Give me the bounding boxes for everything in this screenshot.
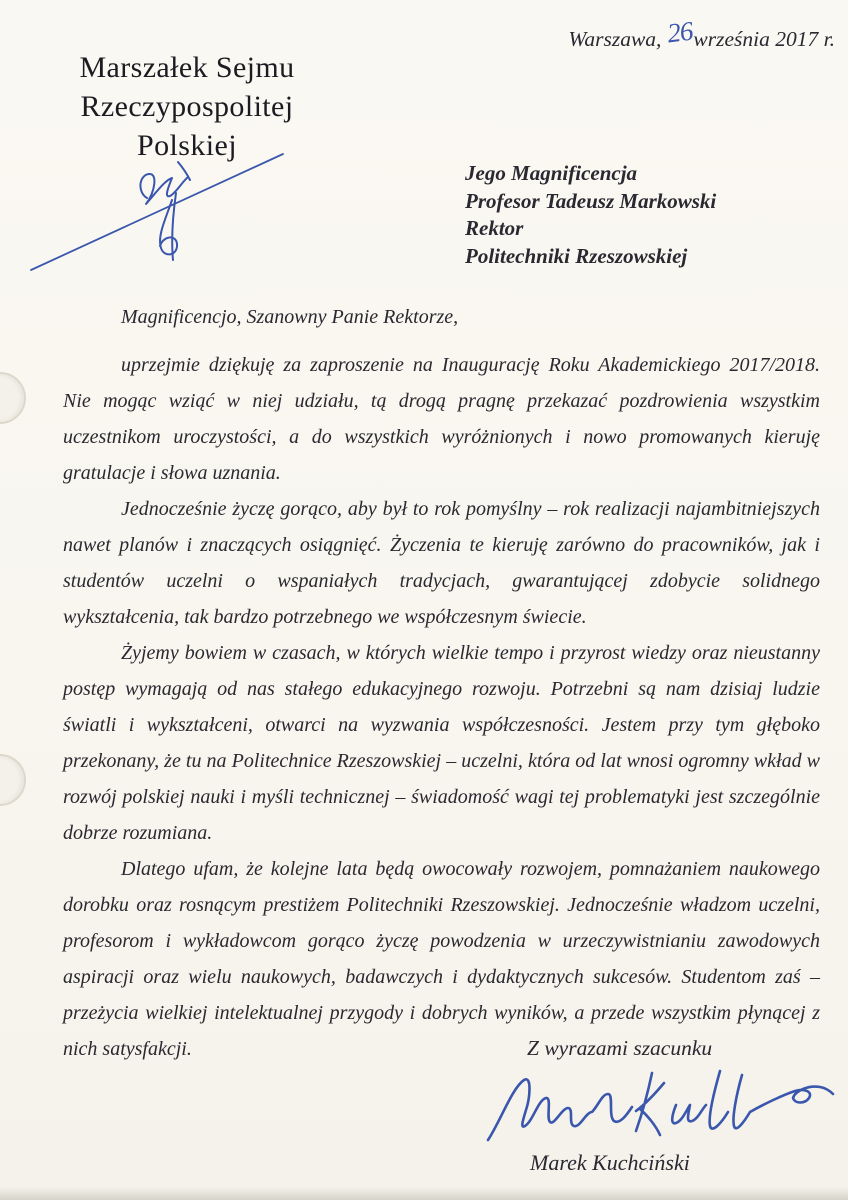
body-paragraph: uprzejmie dziękuję za zaproszenie na Inaugurację Roku Akademickiego 2017/2018. Nie mogąc wziąć w niej udziału, tą drogą pragnę przekazać pozdrowienia wszystkim uczestnikom uroczystości, a do wszystkich wyróżnionych i nowo promowanych kieruję gratulacje i słowa uznania. (63, 354, 820, 484)
letterhead-line2: Rzeczypospolitej Polskiej (80, 90, 294, 162)
scan-bottom-edge (0, 1187, 848, 1200)
body-paragraph: Jednocześnie życzę gorąco, aby był to rok pomyślny – rok realizacji najambitniejszych nawet planów i znaczących osiągnięć. Życzenia te kieruję zarówno do pracowników, jak i studentów uczelni o wspaniałych tradycjach, gwarantującej zdobycie solidnego wykształcenia, tak bardzo potrzebnego we współczesnym świecie. (63, 498, 820, 628)
paraph-ink-mark (25, 146, 305, 276)
hole-punch-mark (0, 372, 26, 424)
signer-name: Marek Kuchciński (530, 1150, 690, 1175)
body-paragraph: Żyjemy bowiem w czasach, w których wielkie tempo i przyrost wiedzy oraz nieustanny postęp wymagają od nas stałego edukacyjnego rozwoju. Potrzebni są nam dzisiaj ludzie światli i wykształceni, otwarci na wyzwania współczesności. Jestem przy tym głęboko przekonany, że tu na Politechnice Rzeszowskiej – uczelni, która od lat wnosi ogromny wkład w rozwój polskiej nauki i myśli technicznej – świadomość wagi tej problematyki jest szczególnie dobrze rozumiana. (63, 642, 820, 844)
body-paragraph: Dlatego ufam, że kolejne lata będą owocowały rozwojem, pomnażaniem naukowego dorobku oraz rosnącym prestiżem Politechniki Rzeszowskiej. Jednocześnie władzom uczelni, profesorom i wykładowcom gorąco życzę powodzenia w urzeczywistnianiu zawodowych aspiracji oraz wielu naukowych, badawczych i dydaktycznych sukcesów. Studentom zaś – przeżycia wielkiej intelektualnej przygody i dobrych wyników, a przede wszystkim płynącej z nich satysfakcji. (63, 858, 820, 1060)
handwritten-day-ink: 26 (666, 15, 695, 49)
recipient-line: Politechniki Rzeszowskiej (465, 243, 688, 268)
recipient-line: Jego Magnificencja (465, 161, 638, 185)
recipient-block (465, 160, 716, 270)
dateline-rest: września 2017 r. (693, 27, 835, 51)
recipient-line: Profesor Tadeusz Markowski (465, 188, 717, 213)
letter-body (63, 299, 820, 1067)
letterhead-line1: Marszałek Sejmu (79, 51, 295, 84)
valediction: Z wyrazami szacunku (527, 1036, 713, 1060)
dateline (568, 15, 835, 53)
dateline-city: Warszawa, (568, 27, 662, 51)
hole-punch-mark (0, 754, 26, 806)
recipient-line: Rektor (465, 216, 524, 240)
signature-ink (482, 1064, 838, 1154)
salutation: Magnificencjo, Szanowny Panie Rektorze, (121, 306, 459, 328)
